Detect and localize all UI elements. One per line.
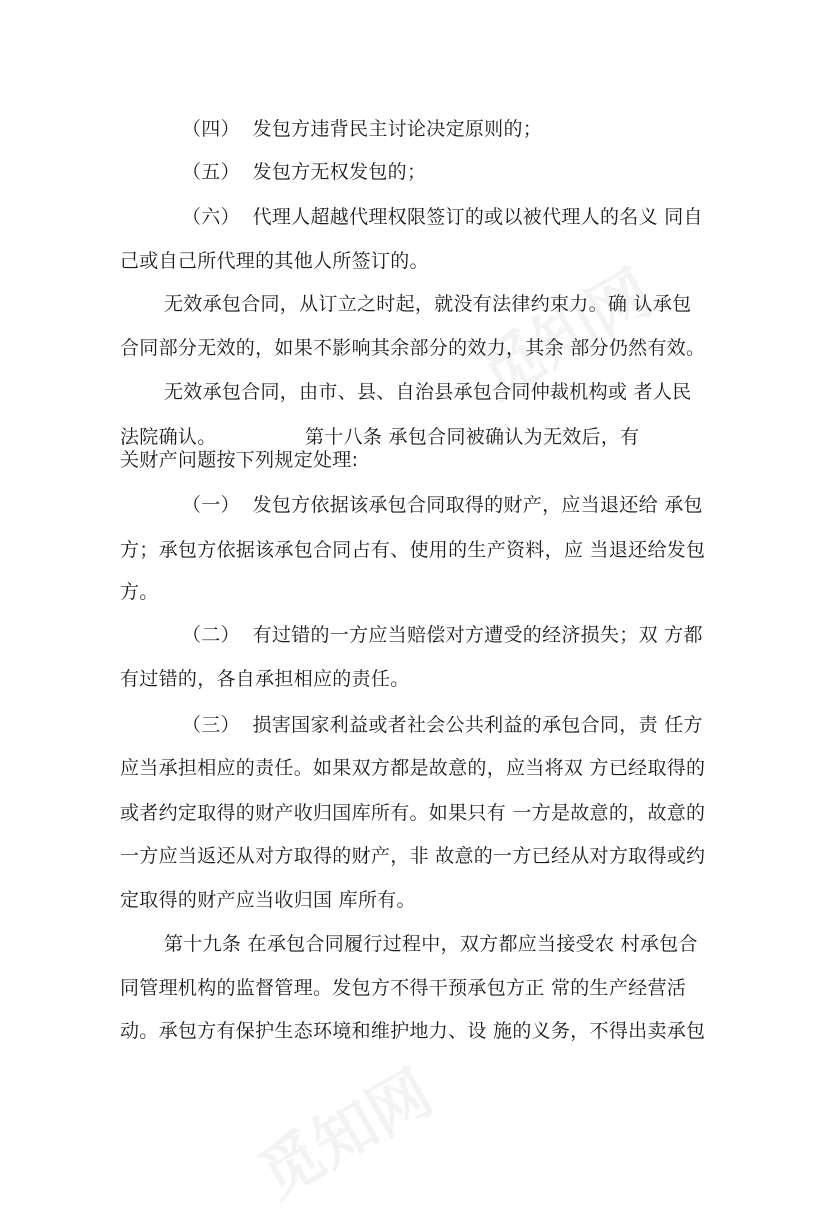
paragraph-line: （三） 损害国家利益或者社会公共利益的承包合同，责 任方 <box>182 714 703 736</box>
paragraph-line: 己或自己所代理的其他人所签订的。 <box>120 250 429 272</box>
paragraph-line: 一方应当返还从对方取得的财产，非 故意的一方已经从对方取得或约 <box>120 845 706 867</box>
paragraph-line: 或者约定取得的财产收归国库所有。如果只有 一方是故意的，故意的 <box>120 802 706 824</box>
paragraph-line: （一） 发包方依据该承包合同取得的财产，应当退还给 承包 <box>182 494 703 516</box>
paragraph-line: 法院确认。 <box>120 426 217 448</box>
paragraph-line: 关财产问题按下列规定处理: <box>120 449 359 471</box>
paragraph-line: （六） 代理人超越代理权限签订的或以被代理人的名义 同自 <box>182 206 703 228</box>
article-heading-line: 第十八条 承包合同被确认为无效后，有 <box>305 426 640 448</box>
paragraph-line: （四） 发包方违背民主讨论决定原则的； <box>182 118 543 140</box>
paragraph-line: 合同部分无效的，如果不影响其余部分的效力，其余 部分仍然有效。 <box>120 337 706 359</box>
paragraph-line: 有过错的，各自承担相应的责任。 <box>120 668 410 690</box>
paragraph-line: 无效承包合同，由市、县、自治县承包合同仲裁机构或 者人民 <box>164 381 692 403</box>
paragraph-line: （二） 有过错的一方应当赔偿对方遭受的经济损失；双 方都 <box>182 624 703 646</box>
paragraph-line: 应当承担相应的责任。如果双方都是故意的，应当将双 方已经取得的 <box>120 757 706 779</box>
watermark <box>240 1044 446 1214</box>
paragraph-line: （五） 发包方无权发包的； <box>182 161 427 183</box>
paragraph-line: 动。承包方有保护生态环境和维护地力、设 施的义务，不得出卖承包 <box>120 1020 706 1042</box>
paragraph-line: 同管理机构的监督管理。发包方不得干预承包方正 常的生产经营活 <box>120 977 687 999</box>
paragraph-line: 无效承包合同，从订立之时起，就没有法律约束力。确 认承包 <box>164 293 692 315</box>
paragraph-line: 第十九条 在承包合同履行过程中，双方都应当接受农 村承包合 <box>164 933 698 955</box>
paragraph-line: 方；承包方依据该承包合同占有、使用的生产资料，应 当退还给发包 <box>120 539 706 561</box>
paragraph-line: 定取得的财产应当收归国 库所有。 <box>120 889 416 911</box>
paragraph-line: 方。 <box>120 581 159 603</box>
